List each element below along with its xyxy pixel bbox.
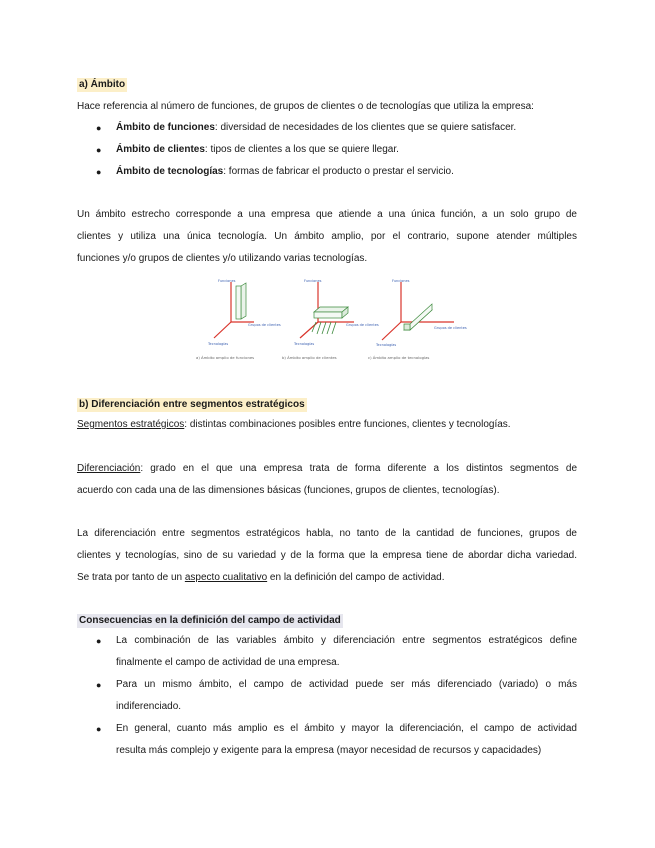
figure-caption: c) Ámbito amplio de tecnologías xyxy=(368,355,430,360)
axis-label: Grupos de clientes xyxy=(248,323,281,327)
text: Se trata por tanto de un xyxy=(77,572,185,583)
axis-label: Grupos de clientes xyxy=(434,326,467,330)
list-item xyxy=(77,139,577,161)
ambito-figure xyxy=(196,274,467,364)
figure-caption: a) Ámbito amplio de funciones xyxy=(196,355,255,360)
list-item-line: Para un mismo ámbito, el campo de actividad puede ser más diferenciado (variado) o más xyxy=(116,679,577,690)
list-item-line: indiferenciado. xyxy=(116,701,182,712)
diferenciacion-paragraph xyxy=(77,523,577,589)
definition: : formas de fabricar el producto o prestar el servicio. xyxy=(223,166,454,177)
ambito-intro xyxy=(77,96,577,118)
section-diferenciacion xyxy=(77,398,577,412)
bullet-icon: ● xyxy=(96,167,102,177)
definition: : diversidad de necesidades de los clientes que se quiere satisfacer. xyxy=(214,122,517,133)
ambito-paragraph xyxy=(77,204,577,270)
ambito-bullets xyxy=(77,117,577,183)
definition-text xyxy=(77,414,577,436)
term: Ámbito de tecnologías xyxy=(116,166,224,177)
axis-label: Tecnologías xyxy=(376,343,397,347)
figure-panel-c xyxy=(368,279,467,360)
list-item-line: La combinación de las variables ámbito y diferenciación entre segmentos estratégicos define xyxy=(116,635,577,646)
paragraph-line: funciones y/o grupos de clientes y/o utilizando varias tecnologías. xyxy=(77,253,368,264)
list-item xyxy=(77,630,577,674)
bullet-icon: ● xyxy=(96,680,102,690)
list-item xyxy=(77,161,577,183)
bullet-icon: ● xyxy=(96,636,102,646)
term: Diferenciación xyxy=(77,463,141,474)
term: Ámbito de funciones xyxy=(116,122,215,133)
axis-label: Funciones xyxy=(392,279,410,283)
paragraph-line: clientes y utiliza una única tecnología. Un ámbito amplio, por el contrario, supone atender múltiples xyxy=(77,231,577,242)
term: Segmentos estratégicos xyxy=(77,419,185,430)
bullet-icon: ● xyxy=(96,145,102,155)
section-heading: b) Diferenciación entre segmentos estratégicos xyxy=(79,399,305,410)
list-item-line: finalmente el campo de actividad de una empresa. xyxy=(116,657,340,668)
section-heading: Consecuencias en la definición del campo de actividad xyxy=(79,615,341,626)
list-item xyxy=(77,674,577,718)
bullet-icon: ● xyxy=(96,724,102,734)
axis-label: Tecnologías xyxy=(294,342,315,346)
paragraph-line xyxy=(77,567,577,589)
term: Ámbito de clientes xyxy=(116,144,205,155)
axis-label: Funciones xyxy=(304,279,322,283)
segmentos-definition xyxy=(77,414,577,436)
intro-text: Hace referencia al número de funciones, de grupos de clientes o de tecnologías que utiliza la empresa: xyxy=(77,101,534,112)
definition: : distintas combinaciones posibles entre funciones, clientes y tecnologías. xyxy=(184,419,511,430)
list-item xyxy=(77,718,577,762)
bullet-icon: ● xyxy=(96,123,102,133)
axis-label: Grupos de clientes xyxy=(346,323,379,327)
paragraph-line: Un ámbito estrecho corresponde a una empresa que atiende a una única función, a un solo grupo de xyxy=(77,209,577,220)
figure-caption: b) Ámbito amplio de clientes xyxy=(282,355,337,360)
list-item-line: En general, cuanto más amplio es el ámbito y mayor la diferenciación, el campo de actividad xyxy=(116,723,577,734)
section-ambito xyxy=(77,78,577,92)
axis-label: Funciones xyxy=(218,279,236,283)
definition: : grado en el que una empresa trata de forma diferente a los distintos segmentos de xyxy=(140,463,577,474)
section-heading: a) Ámbito xyxy=(79,79,126,90)
paragraph-line: La diferenciación entre segmentos estratégicos habla, no tanto de la cantidad de funciones, grupos de xyxy=(77,528,577,539)
figure-panel-a xyxy=(196,279,281,360)
list-item-line: resulta más complejo y exigente para la empresa (mayor necesidad de recursos y capacidades) xyxy=(116,745,542,756)
underlined-term: aspecto cualitativo xyxy=(184,572,268,583)
figure-panel-b xyxy=(282,279,379,360)
paragraph-line: acuerdo con cada una de las dimensiones básicas (funciones, grupos de clientes, tecnologías). xyxy=(77,485,500,496)
section-consecuencias xyxy=(77,614,577,628)
axis-label: Tecnologías xyxy=(208,342,229,346)
paragraph-line: clientes y tecnologías, sino de su variedad y de la forma que la empresa tiene de abordar dicha variedad. xyxy=(77,550,577,561)
list-item xyxy=(77,117,577,139)
paragraph-line xyxy=(77,458,577,480)
text: en la definición del campo de actividad. xyxy=(267,572,445,583)
definition: : tipos de clientes a los que se quiere llegar. xyxy=(204,144,399,155)
diferenciacion-definition xyxy=(77,458,577,502)
consecuencias-bullets xyxy=(77,630,577,762)
